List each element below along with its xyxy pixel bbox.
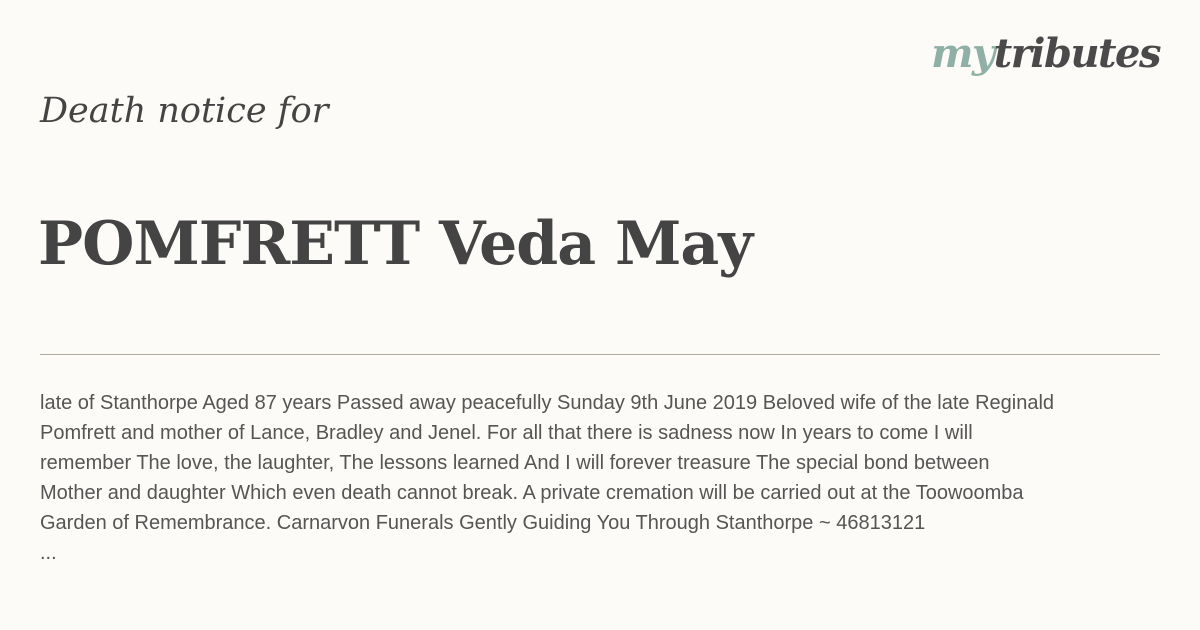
death-notice-heading: Death notice for <box>40 91 329 131</box>
notice-line-3: remember The love, the laughter, The lessons learned And I will forever treasure The special bond between <box>40 452 990 474</box>
notice-body <box>40 388 1175 538</box>
notice-line-2: Pomfrett and mother of Lance, Bradley and Jenel. For all that there is sadness now In years to come I will <box>40 422 973 444</box>
notice-line-1: late of Stanthorpe Aged 87 years Passed away peacefully Sunday 9th June 2019 Beloved wife of the late Reginald <box>40 392 1055 414</box>
logo-tributes-text: tributes <box>993 30 1160 77</box>
notice-ellipsis: ... <box>40 542 57 564</box>
notice-line-5: Garden of Remembrance. Carnarvon Funerals Gently Guiding You Through Stanthorpe ~ 46813121 <box>40 512 926 534</box>
logo-my-text: my <box>931 30 994 77</box>
mytributes-logo <box>931 30 1160 77</box>
notice-line-4: Mother and daughter Which even death cannot break. A private cremation will be carried out at the Toowoomba <box>40 482 1024 504</box>
divider-line <box>40 354 1160 355</box>
deceased-name: POMFRETT Veda May <box>38 209 753 279</box>
